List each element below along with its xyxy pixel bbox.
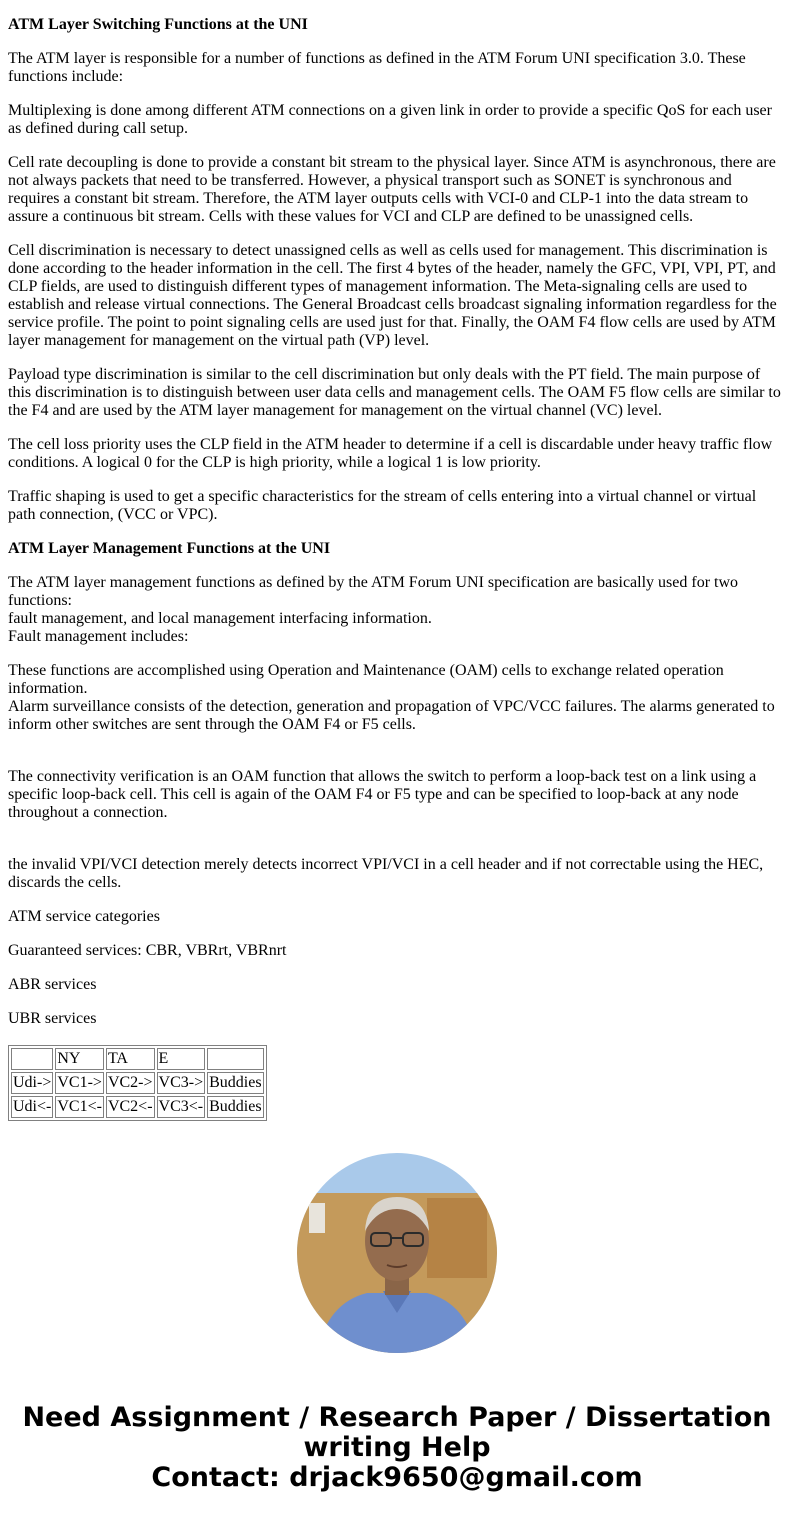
vc-table [8, 1045, 267, 1121]
oam-line2: Alarm surveillance consists of the detection, generation and propagation of VPC/VCC failures. The alarms generated to inform other switches are sent through the OAM F4 or F5 cells. [8, 698, 775, 733]
table-row [11, 1048, 264, 1070]
table-cell: TA [106, 1048, 155, 1070]
cta-line1: Need Assignment / Research Paper / Dissertation [22, 1402, 772, 1433]
cta-line3: Contact: drjack9650@gmail.com [151, 1462, 643, 1493]
contact-banner [0, 1403, 794, 1493]
table-cell: Buddies [207, 1096, 263, 1118]
table-cell: VC2-> [106, 1072, 155, 1094]
table-row [11, 1072, 264, 1094]
paragraph-traffic-shaping: Traffic shaping is used to get a specific characteristics for the stream of cells entering into a virtual channel or virtual path connection, (VCC or VPC). [8, 488, 757, 523]
table-cell: VC3<- [157, 1096, 206, 1118]
section-title-management: ATM Layer Management Functions at the UNI [8, 540, 331, 557]
table-cell: VC1<- [55, 1096, 104, 1118]
guaranteed-services: Guaranteed services: CBR, VBRrt, VBRnrt [8, 942, 287, 959]
ubr-services: UBR services [8, 1010, 97, 1027]
section-title-switching: ATM Layer Switching Functions at the UNI [8, 16, 308, 33]
services-heading: ATM service categories [8, 908, 160, 925]
table-cell: VC2<- [106, 1096, 155, 1118]
table-cell: NY [55, 1048, 104, 1070]
author-photo [297, 1153, 497, 1353]
paragraph-cell-discrimination: Cell discrimination is necessary to detect unassigned cells as well as cells used for management. This discrimination is done according to the header information in the cell. The first 4 bytes of the header, namely the GFC, VPI, VPI, PT, and CLP fields, are used to distinguish different types of management information. The Meta-signaling cells are used to establish and release virtual connections. The General Broadcast cells broadcast signaling information regardless for the service profile. The point to point signaling cells are used just for that. Finally, the OAM F4 flow cells are used by ATM layer management for management on the virtual path (VP) level. [8, 242, 777, 349]
paragraph-connectivity: The connectivity verification is an OAM function that allows the switch to perform a loop-back test on a link using a specific loop-back cell. This cell is again of the OAM F4 or F5 type and can be specified to loop-back at any node throughout a connection. [8, 768, 757, 821]
photo-door [427, 1198, 487, 1278]
paragraph-cell-rate-decoupling: Cell rate decoupling is done to provide a constant bit stream to the physical layer. Since ATM is asynchronous, there are not always packets that need to be transferred. However, a physical transport such as SONET is synchronous and requires a constant bit stream. Therefore, the ATM layer outputs cells with VCI-0 and CLP-1 into the data stream to assure a continuous bit stream. Cells with these values for VCI and CLP are defined to be unassigned cells. [8, 154, 776, 225]
abr-services: ABR services [8, 976, 97, 993]
photo-switch [309, 1203, 325, 1233]
table-cell: VC1-> [55, 1072, 104, 1094]
management-intro-line2: fault management, and local management interfacing information. [8, 610, 432, 627]
paragraph-cell-loss-priority: The cell loss priority uses the CLP field in the ATM header to determine if a cell is discardable under heavy traffic flow conditions. A logical 0 for the CLP is high priority, while a logical 1 is low priority. [8, 436, 773, 471]
paragraph-oam [8, 662, 784, 734]
table-cell: Buddies [207, 1072, 263, 1094]
table-cell: E [157, 1048, 206, 1070]
paragraph-intro: The ATM layer is responsible for a number of functions as defined in the ATM Forum UNI specification 3.0. These functions include: [8, 50, 746, 85]
table-cell: Udi-> [11, 1072, 53, 1094]
table-cell [11, 1048, 53, 1070]
table-row [11, 1096, 264, 1118]
management-intro-line1: The ATM layer management functions as defined by the ATM Forum UNI specification are basically used for two functions: [8, 574, 739, 609]
table-cell [207, 1048, 263, 1070]
management-intro-line3: Fault management includes: [8, 628, 189, 645]
paragraph-payload-type: Payload type discrimination is similar to the cell discrimination but only deals with the PT field. The main purpose of this discrimination is to distinguish between user data cells and management cells. The OAM F5 flow cells are similar to the F4 and are used by the ATM layer management for management on the virtual channel (VC) level. [8, 366, 781, 419]
cta-line2: writing Help [303, 1432, 491, 1463]
table-cell: Udi<- [11, 1096, 53, 1118]
paragraph-multiplexing: Multiplexing is done among different ATM connections on a given link in order to provide a specific QoS for each user as defined during call setup. [8, 102, 772, 137]
paragraph-management-intro [8, 574, 784, 646]
table-cell: VC3-> [157, 1072, 206, 1094]
paragraph-invalid-vpi: the invalid VPI/VCI detection merely detects incorrect VPI/VCI in a cell header and if not correctable using the HEC, discards the cells. [8, 856, 764, 891]
portrait-icon [297, 1153, 497, 1353]
oam-line1: These functions are accomplished using Operation and Maintenance (OAM) cells to exchange related operation information. [8, 662, 724, 697]
